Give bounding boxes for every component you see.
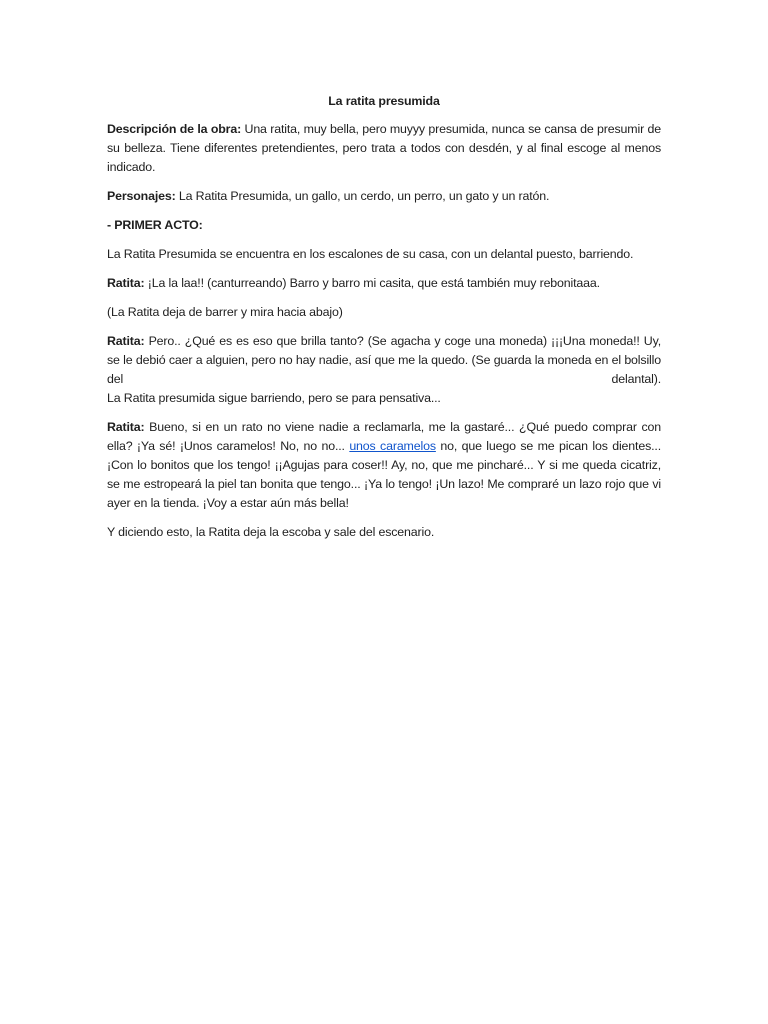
dialogue-1-speaker: Ratita:: [107, 276, 145, 290]
act-label: - PRIMER ACTO:: [107, 218, 203, 232]
characters-paragraph: [107, 187, 661, 206]
description-label: Descripción de la obra:: [107, 122, 242, 136]
dialogue-2-continuation: La Ratita presumida sigue barriendo, pero se para pensativa...: [107, 391, 441, 405]
dialogue-2-speaker: Ratita:: [107, 334, 145, 348]
stage-direction-1: (La Ratita deja de barrer y mira hacia abajo): [107, 305, 343, 319]
dialogue-3-text-before: Bueno, si en un rato no viene nadie a reclamarla, me la gastaré... ¿Qué puedo comprar con ella? ¡Ya sé! ¡Unos caramelos! No, no no...: [107, 420, 661, 453]
dialogue-2-main: [107, 332, 661, 389]
caramelos-link[interactable]: unos caramelos: [349, 439, 436, 453]
dialogue-2: [107, 332, 661, 408]
dialogue-3-text-after: no, que luego se me pican los dientes...¡Con lo bonitos que los tengo! ¡¡Agujas para coser!! Ay, no, que me pincharé... Y si me queda cicatriz, se me estropeará la piel tan bonita que tengo... ¡Ya lo tengo! ¡Un lazo! Me compraré un lazo rojo que vi ayer en la tienda. ¡Voy a estar aún más bella!: [107, 439, 661, 510]
dialogue-2-text: Pero.. ¿Qué es es eso que brilla tanto? (Se agacha y coge una moneda) ¡¡¡Una moneda!! Uy, se le debió caer a alguien, pero no hay nadie, así que me la quedo. (Se guarda la moneda en el bolsillo del delantal).: [107, 334, 661, 386]
description-text: Una ratita, muy bella, pero muyyy presumida, nunca se cansa de presumir de su belleza. Tiene diferentes pretendientes, pero trata a todos con desdén, y al final escoge al menos indicado.: [107, 122, 661, 174]
scene-intro: La Ratita Presumida se encuentra en los escalones de su casa, con un delantal puesto, barriendo.: [107, 247, 634, 261]
document-title: La ratita presumida: [328, 94, 440, 108]
act-heading: [107, 216, 661, 235]
document-page: [107, 92, 661, 552]
dialogue-3-speaker: Ratita:: [107, 420, 145, 434]
description-paragraph: [107, 120, 661, 177]
closing-paragraph: Y diciendo esto, la Ratita deja la escoba y sale del escenario.: [107, 525, 435, 539]
dialogue-1: [107, 274, 661, 293]
characters-text: La Ratita Presumida, un gallo, un cerdo, un perro, un gato y un ratón.: [175, 189, 550, 203]
dialogue-3: [107, 418, 661, 513]
dialogue-1-text: ¡La la laa!! (canturreando) Barro y barro mi casita, que está también muy rebonitaaa.: [144, 276, 600, 290]
characters-label: Personajes:: [107, 189, 176, 203]
